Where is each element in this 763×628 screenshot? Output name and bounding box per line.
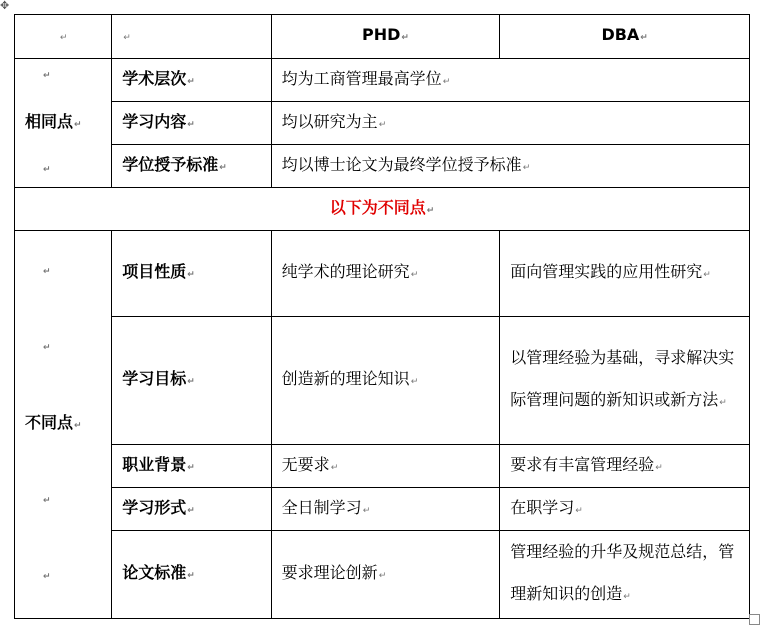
header-dba[interactable]: DBA↵	[500, 15, 750, 59]
table-row	[15, 317, 750, 445]
same-value-cell[interactable]: 均以研究为主↵	[271, 102, 749, 145]
same-item-cell[interactable]: 学术层次↵	[112, 59, 271, 102]
header-row	[15, 15, 750, 59]
diff-phd-cell[interactable]: 创造新的理论知识↵	[271, 317, 500, 445]
divider-cell[interactable]: 以下为不同点↵	[15, 188, 750, 231]
header-empty-cell-2[interactable]: ↵	[112, 15, 271, 59]
diff-item-cell[interactable]: 学习目标↵	[112, 317, 271, 445]
diff-section-label-cell[interactable]: ↵ ↵ 不同点↵ ↵ ↵	[15, 231, 112, 619]
diff-dba-cell[interactable]: 以管理经验为基础，寻求解决实际管理问题的新知识或新方法↵	[500, 317, 750, 445]
header-phd[interactable]: PHD↵	[271, 15, 500, 59]
same-section-label: 相同点	[25, 111, 74, 131]
same-value-cell[interactable]: 均为工商管理最高学位↵	[271, 59, 749, 102]
same-value-cell[interactable]: 均以博士论文为最终学位授予标准↵	[271, 145, 749, 188]
table-row	[15, 488, 750, 531]
diff-item-cell[interactable]: 项目性质↵	[112, 231, 271, 317]
same-item-cell[interactable]: 学习内容↵	[112, 102, 271, 145]
diff-dba-cell[interactable]: 管理经验的升华及规范总结，管理新知识的创造↵	[500, 531, 750, 619]
table-resize-handle[interactable]	[749, 614, 760, 625]
diff-item-cell[interactable]: 学习形式↵	[112, 488, 271, 531]
same-item-cell[interactable]: 学位授予标准↵	[112, 145, 271, 188]
divider-row	[15, 188, 750, 231]
table-move-handle-icon[interactable]: ✥	[0, 0, 10, 12]
diff-phd-cell[interactable]: 要求理论创新↵	[271, 531, 500, 619]
diff-phd-cell[interactable]: 纯学术的理论研究↵	[271, 231, 500, 317]
diff-item-cell[interactable]: 论文标准↵	[112, 531, 271, 619]
table-row	[15, 59, 750, 102]
table-row	[15, 102, 750, 145]
diff-dba-cell[interactable]: 在职学习↵	[500, 488, 750, 531]
table-row	[15, 445, 750, 488]
diff-dba-cell[interactable]: 面向管理实践的应用性研究↵	[500, 231, 750, 317]
header-empty-cell-1[interactable]: ↵	[15, 15, 112, 59]
diff-item-cell[interactable]: 职业背景↵	[112, 445, 271, 488]
diff-phd-cell[interactable]: 全日制学习↵	[271, 488, 500, 531]
table-row	[15, 531, 750, 619]
diff-section-label: 不同点	[25, 412, 74, 432]
same-section-label-cell[interactable]: ↵ 相同点↵ ↵	[15, 59, 112, 188]
table-row	[15, 231, 750, 317]
diff-dba-cell[interactable]: 要求有丰富管理经验↵	[500, 445, 750, 488]
diff-phd-cell[interactable]: 无要求↵	[271, 445, 500, 488]
comparison-table	[14, 14, 750, 619]
table-row	[15, 145, 750, 188]
